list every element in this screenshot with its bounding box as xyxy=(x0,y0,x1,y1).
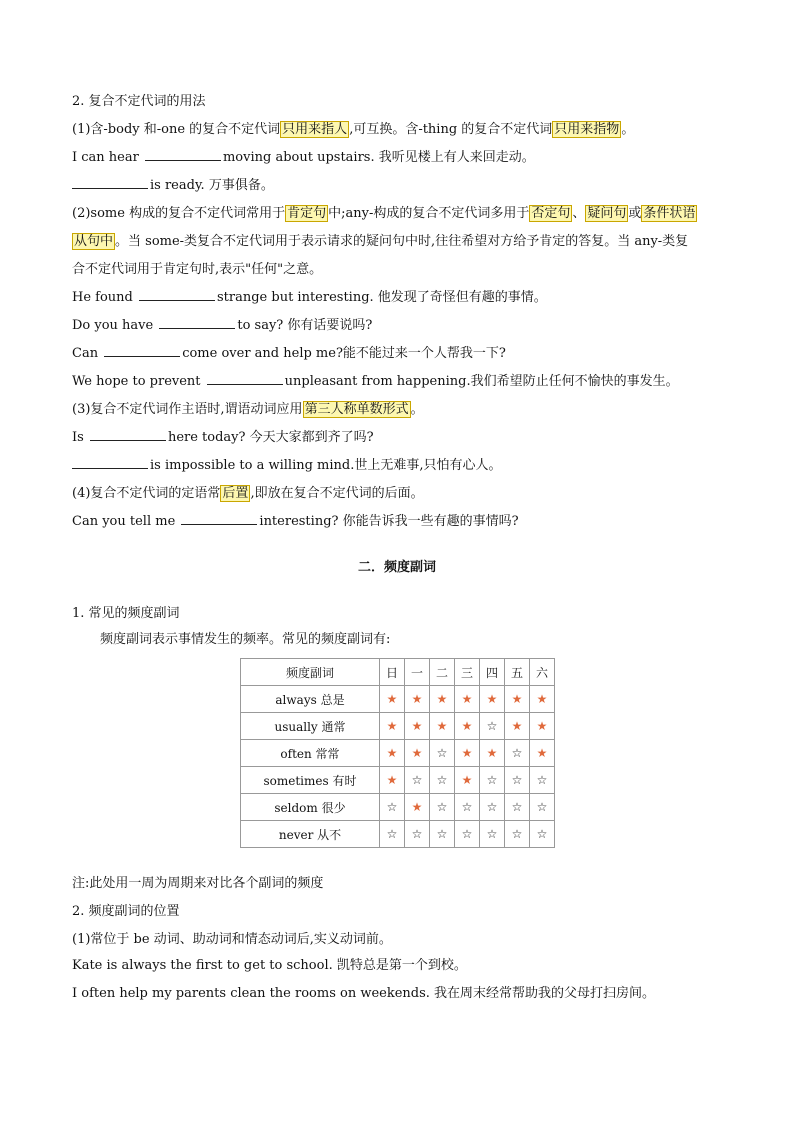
table-row xyxy=(241,686,555,713)
table-row xyxy=(241,740,555,767)
answer-blank xyxy=(181,512,257,525)
example-5: Can come over and help me?能不能过来一个人帮我一下? xyxy=(72,346,506,361)
answer-blank xyxy=(207,372,283,385)
day-cell xyxy=(480,740,505,767)
header-adverb: 频度副词 xyxy=(241,659,380,686)
day-cell xyxy=(505,686,530,713)
empty-star-icon: ☆ xyxy=(436,773,448,787)
day-cell xyxy=(505,740,530,767)
subheading-2: 2. 频度副词的位置 xyxy=(72,904,180,919)
rule-3: (3)复合不定代词作主语时,谓语动词应用 第三人称单数形式 。 xyxy=(72,402,424,417)
filled-star-icon: ★ xyxy=(486,692,498,706)
example-3: He found strange but interesting. 他发现了奇怪但有趣的事情。 xyxy=(72,290,547,305)
empty-star-icon: ☆ xyxy=(386,827,398,841)
day-cell xyxy=(430,794,455,821)
day-cell xyxy=(405,794,430,821)
highlight-third-person: 第三人称单数形式 xyxy=(304,402,409,417)
example-2: is ready. 万事俱备。 xyxy=(72,176,274,196)
filled-star-icon: ★ xyxy=(461,719,473,733)
answer-blank xyxy=(159,316,235,329)
header-day: 日 xyxy=(380,659,405,686)
empty-star-icon: ☆ xyxy=(536,800,548,814)
example-8: is impossible to a willing mind.世上无难事,只怕有心人。 xyxy=(72,456,502,476)
filled-star-icon: ★ xyxy=(436,692,448,706)
highlight-affirmative: 肯定句 xyxy=(287,206,327,221)
adverb-label: sometimes 有时 xyxy=(241,767,380,794)
day-cell xyxy=(505,794,530,821)
example-1: I can hear moving about upstairs. 我听见楼上有人来回走动。 xyxy=(72,150,535,165)
day-cell xyxy=(405,686,430,713)
table-row xyxy=(241,713,555,740)
table-row xyxy=(241,767,555,794)
empty-star-icon: ☆ xyxy=(486,827,498,841)
empty-star-icon: ☆ xyxy=(511,746,523,760)
answer-blank xyxy=(72,176,148,189)
day-cell xyxy=(530,713,555,740)
highlight-question: 疑问句 xyxy=(587,206,627,221)
empty-star-icon: ☆ xyxy=(436,800,448,814)
empty-star-icon: ☆ xyxy=(461,827,473,841)
answer-blank xyxy=(145,148,221,161)
table-header-row xyxy=(241,659,555,686)
empty-star-icon: ☆ xyxy=(461,800,473,814)
rule-1: (1)含-body 和-one 的复合不定代词 只用来指人 ,可互换。含-thing 的复合不定代词 只用来指物 。 xyxy=(72,122,635,137)
filled-star-icon: ★ xyxy=(511,719,523,733)
header-day: 五 xyxy=(505,659,530,686)
day-cell xyxy=(380,794,405,821)
day-cell xyxy=(455,740,480,767)
adverb-label: never 从不 xyxy=(241,821,380,848)
highlight-postposed: 后置 xyxy=(222,486,249,501)
table-row xyxy=(241,821,555,848)
intro-text: 频度副词表示事情发生的频率。常见的频度副词有: xyxy=(100,632,391,647)
example-4: Do you have to say? 你有话要说吗? xyxy=(72,318,373,333)
filled-star-icon: ★ xyxy=(411,719,423,733)
day-cell xyxy=(505,713,530,740)
adverb-label: seldom 很少 xyxy=(241,794,380,821)
filled-star-icon: ★ xyxy=(461,746,473,760)
filled-star-icon: ★ xyxy=(536,746,548,760)
highlight-only-people: 只用来指人 xyxy=(282,122,348,137)
empty-star-icon: ☆ xyxy=(536,827,548,841)
highlight-clause: 从句中 xyxy=(74,234,114,249)
day-cell xyxy=(505,767,530,794)
day-cell xyxy=(455,794,480,821)
empty-star-icon: ☆ xyxy=(486,719,498,733)
day-cell xyxy=(380,686,405,713)
filled-star-icon: ★ xyxy=(386,692,398,706)
highlight-negative: 否定句 xyxy=(531,206,571,221)
day-cell xyxy=(455,713,480,740)
highlight-only-things: 只用来指物 xyxy=(554,122,620,137)
rule-position: (1)常位于 be 动词、助动词和情态动词后,实义动词前。 xyxy=(72,932,392,947)
empty-star-icon: ☆ xyxy=(436,827,448,841)
example-6: We hope to prevent unpleasant from happening.我们希望防止任何不愉快的事发生。 xyxy=(72,374,679,389)
empty-star-icon: ☆ xyxy=(486,800,498,814)
filled-star-icon: ★ xyxy=(511,692,523,706)
filled-star-icon: ★ xyxy=(386,773,398,787)
day-cell xyxy=(455,767,480,794)
header-day: 三 xyxy=(455,659,480,686)
example-7: Is here today? 今天大家都到齐了吗? xyxy=(72,430,374,445)
table-note: 注:此处用一周为周期来对比各个副词的频度 xyxy=(72,876,324,891)
section-heading: 2. 复合不定代词的用法 xyxy=(72,94,206,109)
filled-star-icon: ★ xyxy=(411,800,423,814)
highlight-conditional: 条件状语 xyxy=(643,206,696,221)
filled-star-icon: ★ xyxy=(411,692,423,706)
day-cell xyxy=(430,713,455,740)
empty-star-icon: ☆ xyxy=(486,773,498,787)
empty-star-icon: ☆ xyxy=(511,773,523,787)
header-day: 六 xyxy=(530,659,555,686)
day-cell xyxy=(405,767,430,794)
day-cell xyxy=(480,686,505,713)
day-cell xyxy=(530,794,555,821)
rule-2-cont: 从句中 。当 some-类复合不定代词用于表示请求的疑问句中时,往往希望对方给予肯定的答复。当 any-类复 xyxy=(74,234,689,249)
example-position-2: I often help my parents clean the rooms on weekends. 我在周末经常帮助我的父母打扫房间。 xyxy=(72,986,656,1001)
empty-star-icon: ☆ xyxy=(511,827,523,841)
filled-star-icon: ★ xyxy=(411,746,423,760)
answer-blank xyxy=(139,288,215,301)
day-cell xyxy=(430,767,455,794)
empty-star-icon: ☆ xyxy=(536,773,548,787)
header-day: 二 xyxy=(430,659,455,686)
day-cell xyxy=(405,740,430,767)
example-9: Can you tell me interesting? 你能告诉我一些有趣的事情吗? xyxy=(72,514,519,529)
day-cell xyxy=(530,821,555,848)
rule-4: (4)复合不定代词的定语常 后置 ,即放在复合不定代词的后面。 xyxy=(72,486,424,501)
day-cell xyxy=(455,821,480,848)
day-cell xyxy=(480,767,505,794)
day-cell xyxy=(405,821,430,848)
day-cell xyxy=(505,821,530,848)
day-cell xyxy=(405,713,430,740)
adverb-label: often 常常 xyxy=(241,740,380,767)
day-cell xyxy=(380,767,405,794)
filled-star-icon: ★ xyxy=(536,692,548,706)
day-cell xyxy=(480,713,505,740)
section-title: 二．频度副词 xyxy=(357,560,436,575)
day-cell xyxy=(380,713,405,740)
filled-star-icon: ★ xyxy=(536,719,548,733)
answer-blank xyxy=(90,428,166,441)
adverb-label: always 总是 xyxy=(241,686,380,713)
day-cell xyxy=(480,821,505,848)
example-position-1: Kate is always the first to get to school. 凯特总是第一个到校。 xyxy=(72,958,467,973)
day-cell xyxy=(530,686,555,713)
filled-star-icon: ★ xyxy=(436,719,448,733)
day-cell xyxy=(380,740,405,767)
day-cell xyxy=(480,794,505,821)
day-cell xyxy=(530,767,555,794)
filled-star-icon: ★ xyxy=(461,692,473,706)
adverb-label: usually 通常 xyxy=(241,713,380,740)
answer-blank xyxy=(104,344,180,357)
day-cell xyxy=(430,740,455,767)
subheading-1: 1. 常见的频度副词 xyxy=(72,606,180,621)
header-day: 一 xyxy=(405,659,430,686)
table-row xyxy=(241,794,555,821)
answer-blank xyxy=(72,456,148,469)
day-cell xyxy=(455,686,480,713)
frequency-table xyxy=(240,658,555,848)
empty-star-icon: ☆ xyxy=(386,800,398,814)
empty-star-icon: ☆ xyxy=(411,827,423,841)
empty-star-icon: ☆ xyxy=(436,746,448,760)
filled-star-icon: ★ xyxy=(461,773,473,787)
filled-star-icon: ★ xyxy=(486,746,498,760)
day-cell xyxy=(530,740,555,767)
day-cell xyxy=(380,821,405,848)
empty-star-icon: ☆ xyxy=(411,773,423,787)
filled-star-icon: ★ xyxy=(386,746,398,760)
rule-2-cont2: 合不定代词用于肯定句时,表示"任何"之意。 xyxy=(72,262,323,277)
filled-star-icon: ★ xyxy=(386,719,398,733)
rule-2: (2)some 构成的复合不定代词常用于 肯定句 中;any-构成的复合不定代词多用于 否定句 、 疑问句 或 条件状语 xyxy=(72,206,696,221)
day-cell xyxy=(430,821,455,848)
day-cell xyxy=(430,686,455,713)
header-day: 四 xyxy=(480,659,505,686)
empty-star-icon: ☆ xyxy=(511,800,523,814)
